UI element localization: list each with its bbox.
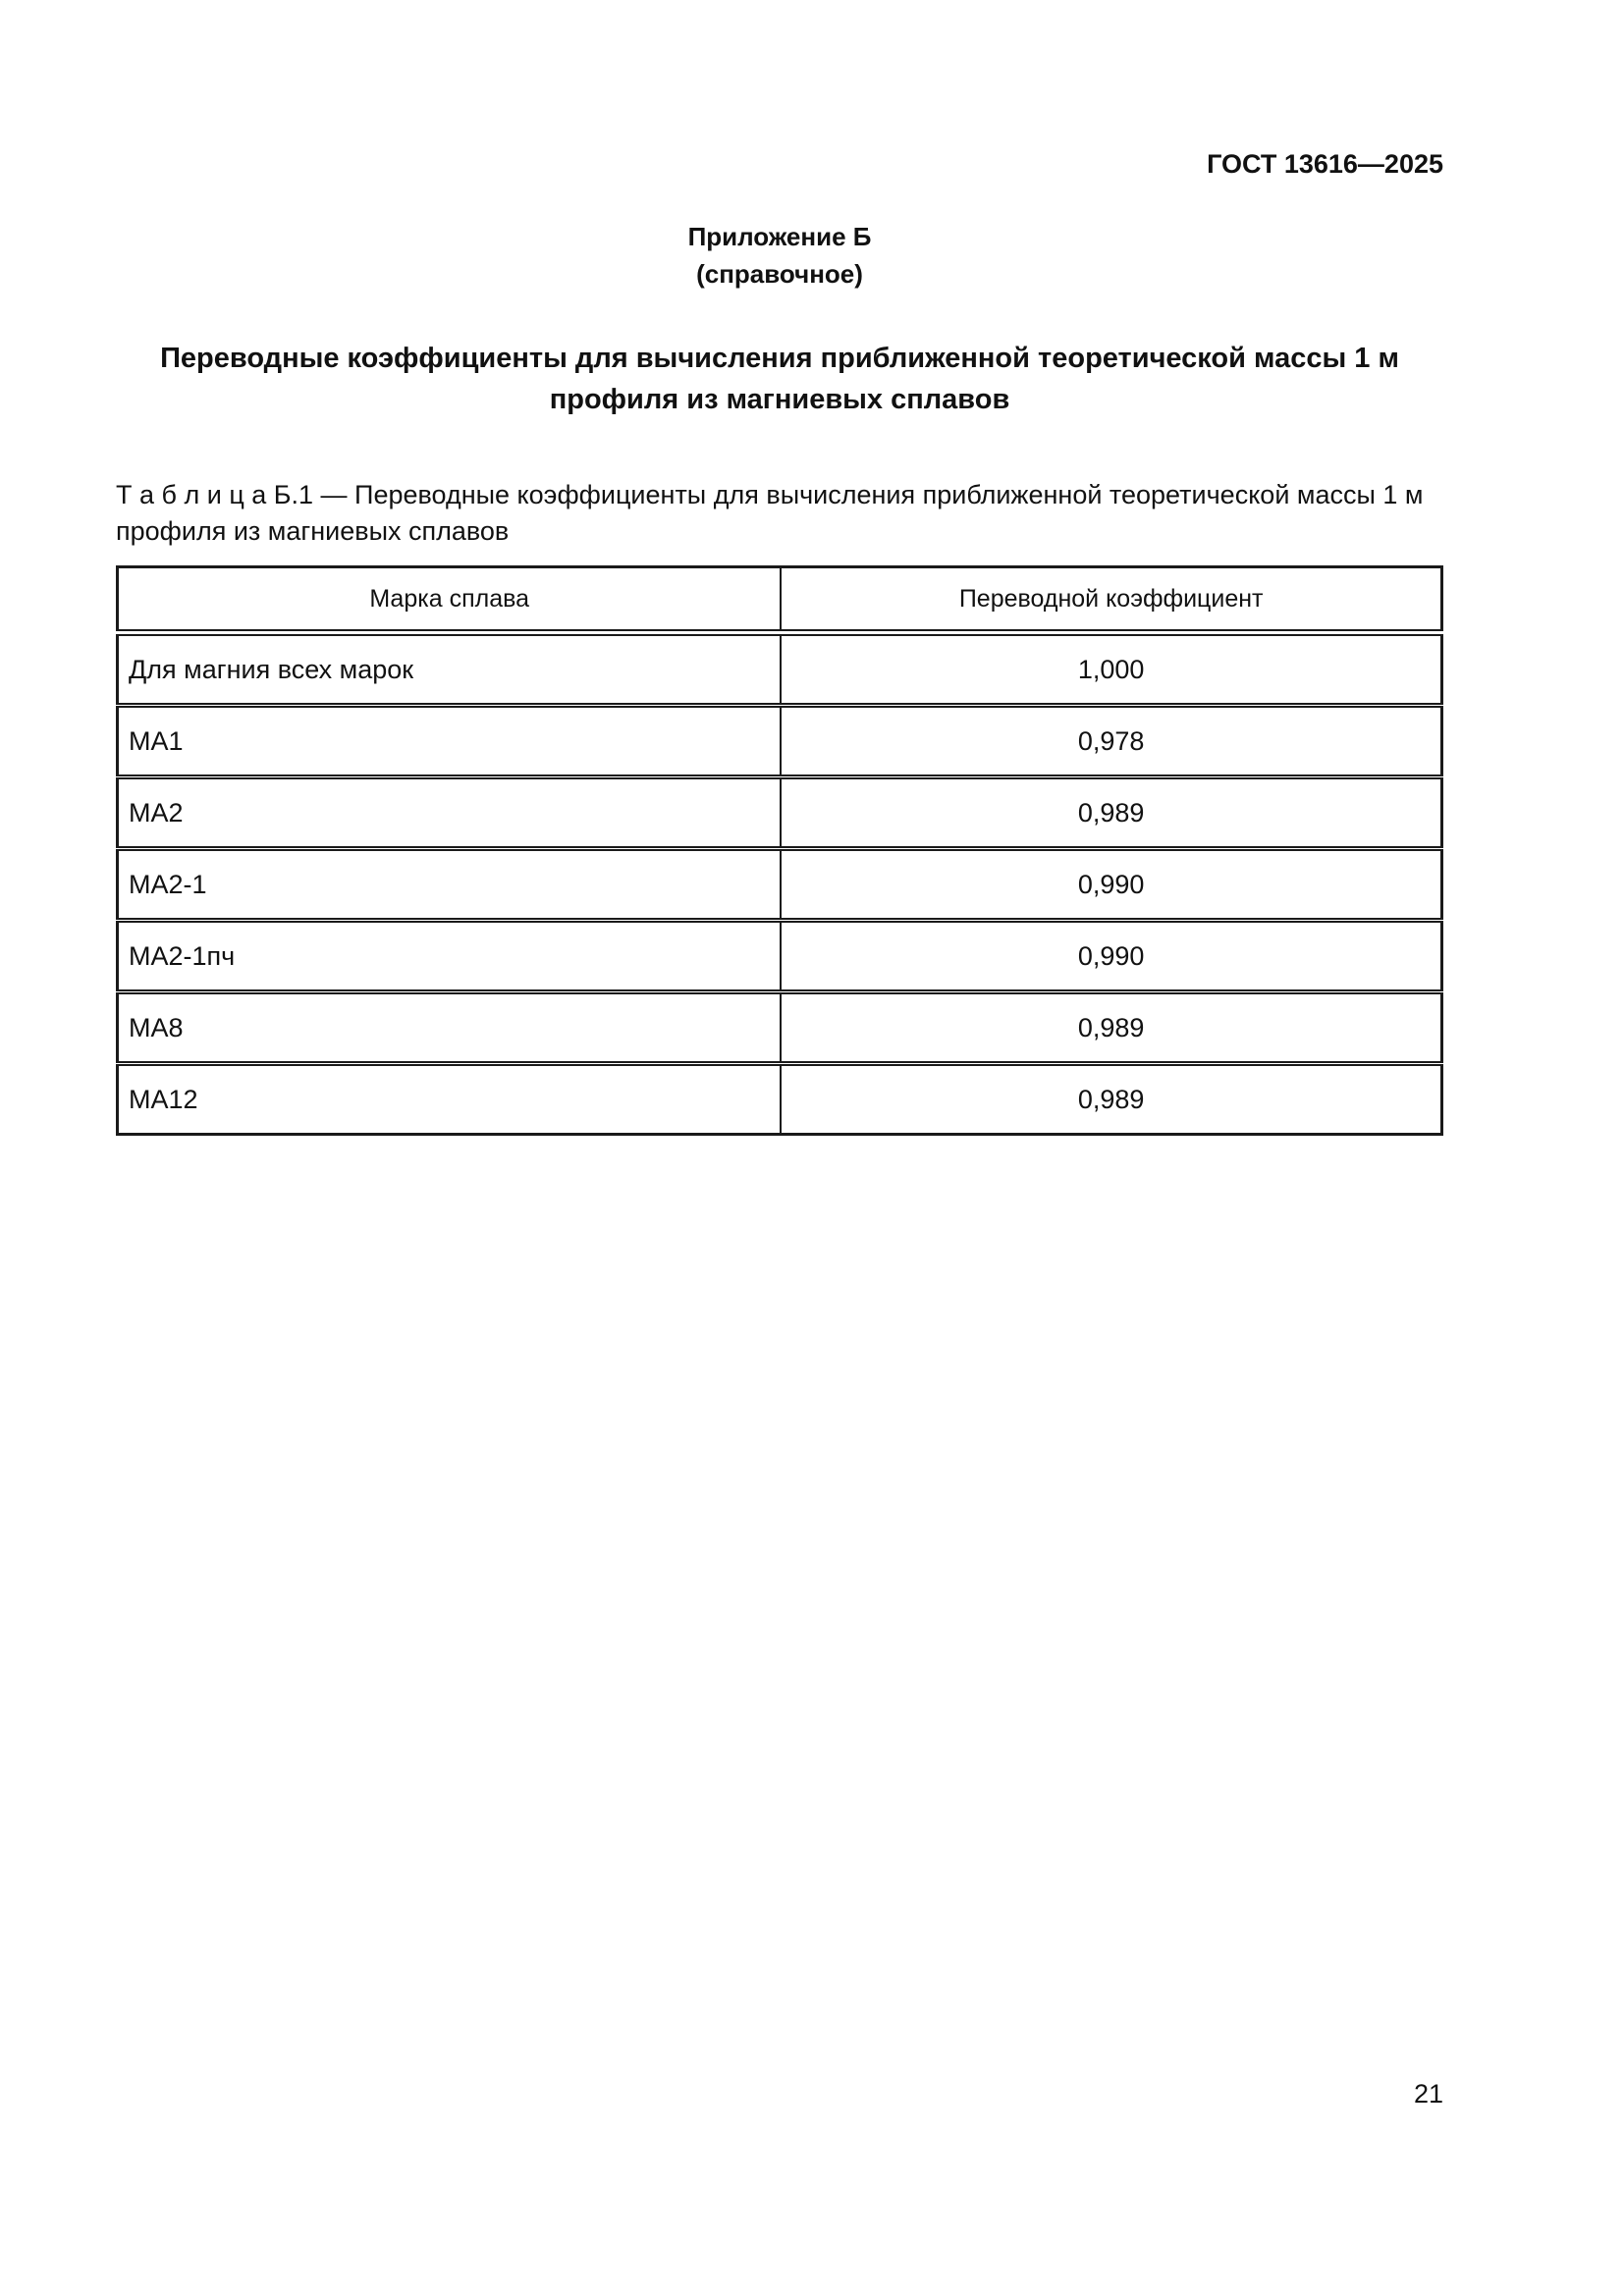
alloy-grade-cell: МА12 bbox=[118, 1064, 782, 1135]
alloy-grade-cell: МА2 bbox=[118, 777, 782, 849]
column-header-conversion-coefficient: Переводной коэффициент bbox=[781, 567, 1441, 633]
page-content bbox=[116, 0, 1443, 1136]
conversion-coefficient-cell: 0,990 bbox=[781, 849, 1441, 921]
table-caption: Т а б л и ц а Б.1 — Переводные коэффициенты для вычисления приближенной теоретической массы 1 м профиля из магниевых сплавов bbox=[116, 480, 1424, 546]
appendix-label: Приложение Б bbox=[687, 222, 872, 251]
alloy-grade-cell: Для магния всех марок bbox=[118, 633, 782, 706]
conversion-coefficient-cell: 0,989 bbox=[1077, 1084, 1145, 1114]
appendix-title bbox=[116, 338, 1443, 420]
appendix-kind: (справочное) bbox=[696, 259, 863, 289]
table-header-row bbox=[118, 567, 1442, 633]
alloy-grade-cell: МА2-1 bbox=[118, 849, 782, 921]
table-row bbox=[118, 992, 1442, 1064]
table-row bbox=[118, 777, 1442, 849]
alloy-grade-cell: МА2-1пч bbox=[118, 921, 782, 992]
conversion-coefficient-cell: 0,990 bbox=[781, 921, 1441, 992]
conversion-coefficient-cell: 0,989 bbox=[781, 777, 1441, 849]
table-body bbox=[118, 633, 1442, 1135]
conversion-coefficient-cell: 0,978 bbox=[781, 706, 1441, 777]
conversion-coefficient-cell: 0,989 bbox=[781, 992, 1441, 1064]
table-row bbox=[118, 1064, 1442, 1135]
page-number: 21 bbox=[1413, 2079, 1443, 2109]
standard-number: ГОСТ 13616—2025 bbox=[1207, 149, 1443, 179]
alloy-grade-cell: МА8 bbox=[118, 992, 782, 1064]
appendix-title-line-2: профиля из магниевых сплавов bbox=[549, 384, 1010, 415]
appendix-title-line-1: Переводные коэффициенты для вычисления приближенной теоретической массы 1 м bbox=[160, 343, 1399, 374]
column-header-alloy-grade: Марка сплава bbox=[118, 567, 782, 633]
table-row bbox=[118, 849, 1442, 921]
appendix-heading bbox=[116, 218, 1443, 293]
table-row bbox=[118, 706, 1442, 777]
coefficients-table bbox=[116, 565, 1443, 1136]
table-row bbox=[118, 633, 1442, 706]
table-head bbox=[118, 567, 1442, 633]
table-row bbox=[118, 921, 1442, 992]
alloy-grade-cell: МА1 bbox=[118, 706, 782, 777]
conversion-coefficient-cell: 1,000 bbox=[781, 633, 1441, 706]
